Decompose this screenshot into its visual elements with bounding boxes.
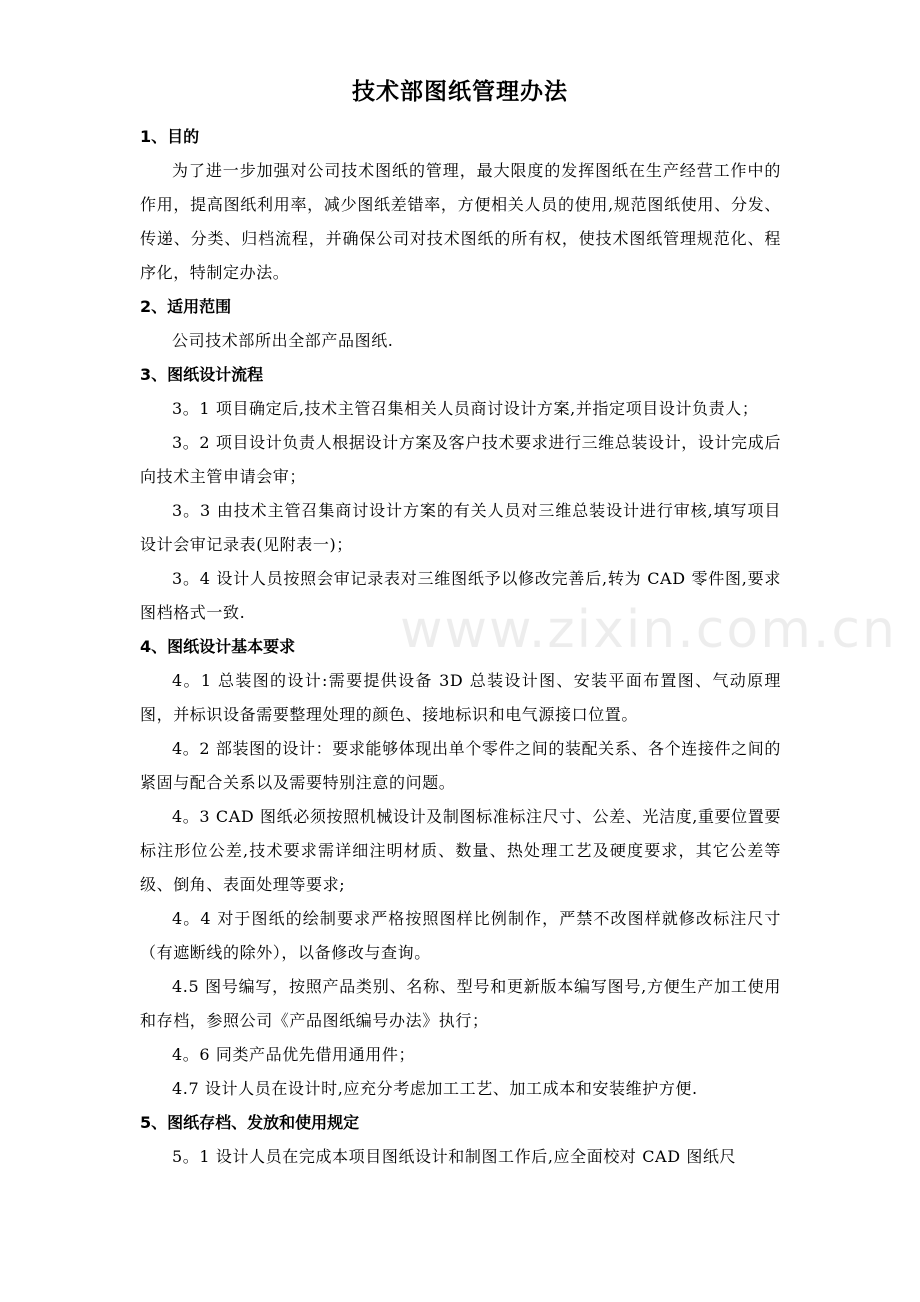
section-paragraph: 5。1 设计人员在完成本项目图纸设计和制图工作后,应全面校对 CAD 图纸尺 <box>172 1147 737 1166</box>
section-paragraph: 4。4 对于图纸的绘制要求严格按照图样比例制作，严禁不改图样就修改标注尺寸（有遮断线的除外），以备修改与查询。 <box>140 909 781 962</box>
section-heading: 2、适用范围 <box>140 297 232 316</box>
section-paragraph: 3。1 项目确定后,技术主管召集相关人员商讨设计方案,并指定项目设计负责人； <box>172 399 759 418</box>
watermark: www.zixin.com.cn <box>400 600 897 660</box>
section-heading: 3、图纸设计流程 <box>140 365 264 384</box>
section-heading: 1、目的 <box>140 127 200 146</box>
section-paragraph: 4。6 同类产品优先借用通用件； <box>172 1045 416 1064</box>
section-paragraph: 为了进一步加强对公司技术图纸的管理，最大限度的发挥图纸在生产经营工作中的作用，提高图纸利用率，减少图纸差错率，方便相关人员的使用,规范图纸使用、分发、传递、分类、归档流程，并确保公司对技术图纸的所有权，使技术图纸管理规范化、程序化，特制定办法。 <box>140 161 781 282</box>
document-title: 技术部图纸管理办法 <box>352 79 568 105</box>
document-body <box>140 120 781 1174</box>
section-paragraph: 3。4 设计人员按照会审记录表对三维图纸予以修改完善后,转为 CAD 零件图,要求图档格式一致. <box>140 569 781 622</box>
section-paragraph: 4。1 总装图的设计:需要提供设备 3D 总装设计图、安装平面布置图、气动原理图，并标识设备需要整理处理的颜色、接地标识和电气源接口位置。 <box>140 671 781 724</box>
section-paragraph: 4。2 部装图的设计：要求能够体现出单个零件之间的装配关系、各个连接件之间的紧固与配合关系以及需要特别注意的问题。 <box>140 739 781 792</box>
section-paragraph: 3。3 由技术主管召集商讨设计方案的有关人员对三维总装设计进行审核,填写项目设计会审记录表(见附表一)； <box>140 501 781 554</box>
section-paragraph: 4.5 图号编写，按照产品类别、名称、型号和更新版本编写图号,方便生产加工使用和存档，参照公司《产品图纸编号办法》执行； <box>140 977 781 1030</box>
section-paragraph: 3。2 项目设计负责人根据设计方案及客户技术要求进行三维总装设计，设计完成后向技术主管申请会审； <box>140 433 781 486</box>
section-paragraph: 4。3 CAD 图纸必须按照机械设计及制图标准标注尺寸、公差、光洁度,重要位置要标注形位公差,技术要求需详细注明材质、数量、热处理工艺及硬度要求，其它公差等级、倒角、表面处理等要求; <box>140 807 781 894</box>
section-paragraph: 4.7 设计人员在设计时,应充分考虑加工工艺、加工成本和安装维护方便. <box>172 1079 698 1098</box>
section-heading: 4、图纸设计基本要求 <box>140 637 296 656</box>
section-heading: 5、图纸存档、发放和使用规定 <box>140 1113 360 1132</box>
section-paragraph: 公司技术部所出全部产品图纸. <box>172 331 394 350</box>
